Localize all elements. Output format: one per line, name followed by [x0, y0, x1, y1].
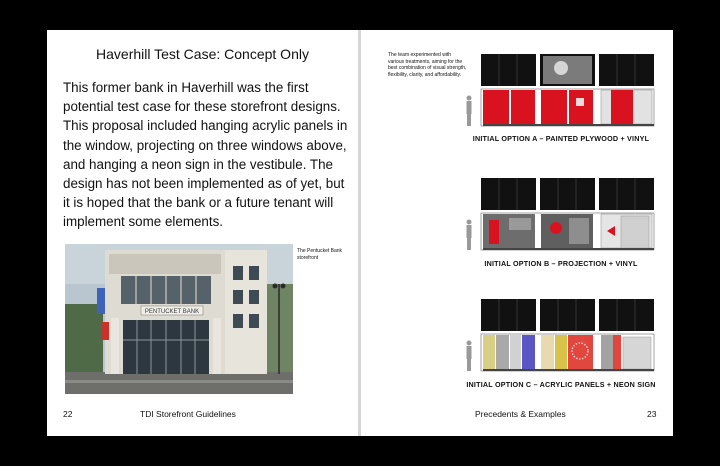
option-c-label: INITIAL OPTION C – ACRYLIC PANELS + NEON SIGN [466, 380, 656, 389]
person-silhouette-icon [467, 96, 472, 127]
page-number: 22 [63, 409, 73, 419]
right-page [361, 30, 673, 436]
photo-caption: The Pentucket Bank storefront [297, 248, 343, 261]
elevation-option-b [461, 176, 656, 256]
elevation-option-c [461, 297, 656, 377]
option-a-label: INITIAL OPTION A – PAINTED PLYWOOD + VINYL [472, 134, 650, 143]
page-number: 23 [647, 409, 657, 419]
left-page [47, 30, 358, 436]
elevation-option-a [461, 52, 656, 132]
page-heading: Haverhill Test Case: Concept Only [96, 46, 309, 62]
person-silhouette-icon [467, 341, 472, 372]
bank-photo [65, 244, 293, 394]
intro-text: The team experimented with various treatments, aiming for the best combination of visual strength, flexibility, clarity, and affordability. [388, 52, 467, 78]
running-title: TDI Storefront Guidelines [140, 409, 236, 419]
option-b-label: INITIAL OPTION B – PROJECTION + VINYL [484, 259, 638, 268]
running-title: Precedents & Examples [475, 409, 566, 419]
person-silhouette-icon [467, 220, 472, 251]
bank-sign: PENTUCKET BANK [144, 309, 200, 315]
body-text: This former bank in Haverhill was the first potential test case for these storefront designs. This proposal included hanging acrylic panels in the window, projecting on three windows above, and hanging a neon sign in the vestibule. The design has not been implemented as of yet, but it is hoped that the bank or a future tenant will implement some elements. [63, 80, 348, 230]
